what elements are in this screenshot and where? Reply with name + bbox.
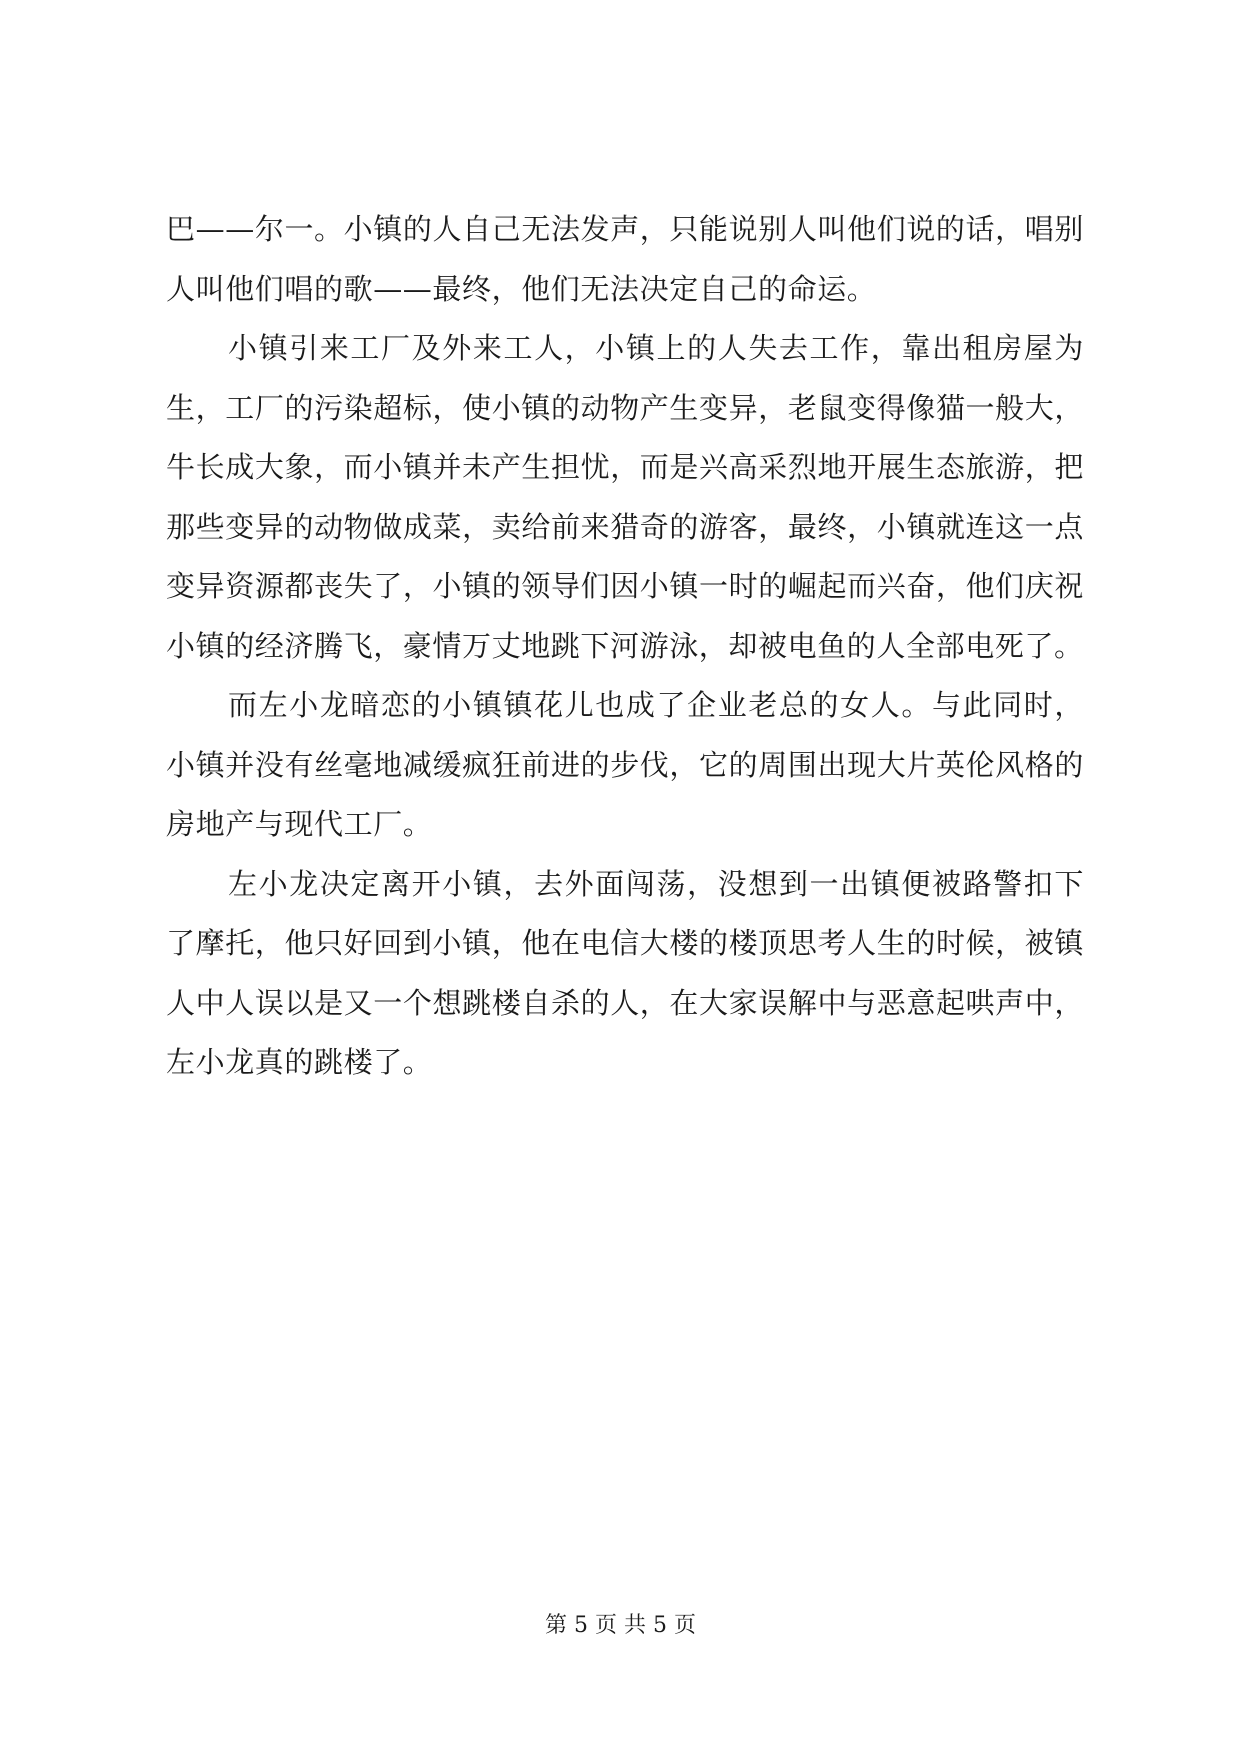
paragraph-town-flower: 而左小龙暗恋的小镇镇花儿也成了企业老总的女人。与此同时，小镇并没有丝毫地减缓疯狂前进的步伐，它的周围出现大片英伦风格的房地产与现代工厂。 (166, 688, 1084, 841)
document-body (166, 200, 1084, 1093)
paragraph-continuation: 巴——尔一。小镇的人自己无法发声，只能说别人叫他们说的话，唱别人叫他们唱的歌——最终，他们无法决定自己的命运。 (166, 212, 1084, 306)
page-number-footer: 第 5 页 共 5 页 (545, 1613, 696, 1638)
paragraph-factory-pollution: 小镇引来工厂及外来工人，小镇上的人失去工作，靠出租房屋为生，工厂的污染超标，使小镇的动物产生变异，老鼠变得像猫一般大，牛长成大象，而小镇并未产生担忧，而是兴高采烈地开展生态旅游，把那些变异的动物做成菜，卖给前来猎奇的游客，最终，小镇就连这一点变异资源都丧失了，小镇的领导们因小镇一时的崛起而兴奋，他们庆祝小镇的经济腾飞，豪情万丈地跳下河游泳，却被电鱼的人全部电死了。 (166, 331, 1084, 663)
paragraph-leaving-town: 左小龙决定离开小镇，去外面闯荡，没想到一出镇便被路警扣下了摩托，他只好回到小镇，他在电信大楼的楼顶思考人生的时候，被镇人中人误以是又一个想跳楼自杀的人，在大家误解中与恶意起哄声中，左小龙真的跳楼了。 (166, 866, 1084, 1079)
